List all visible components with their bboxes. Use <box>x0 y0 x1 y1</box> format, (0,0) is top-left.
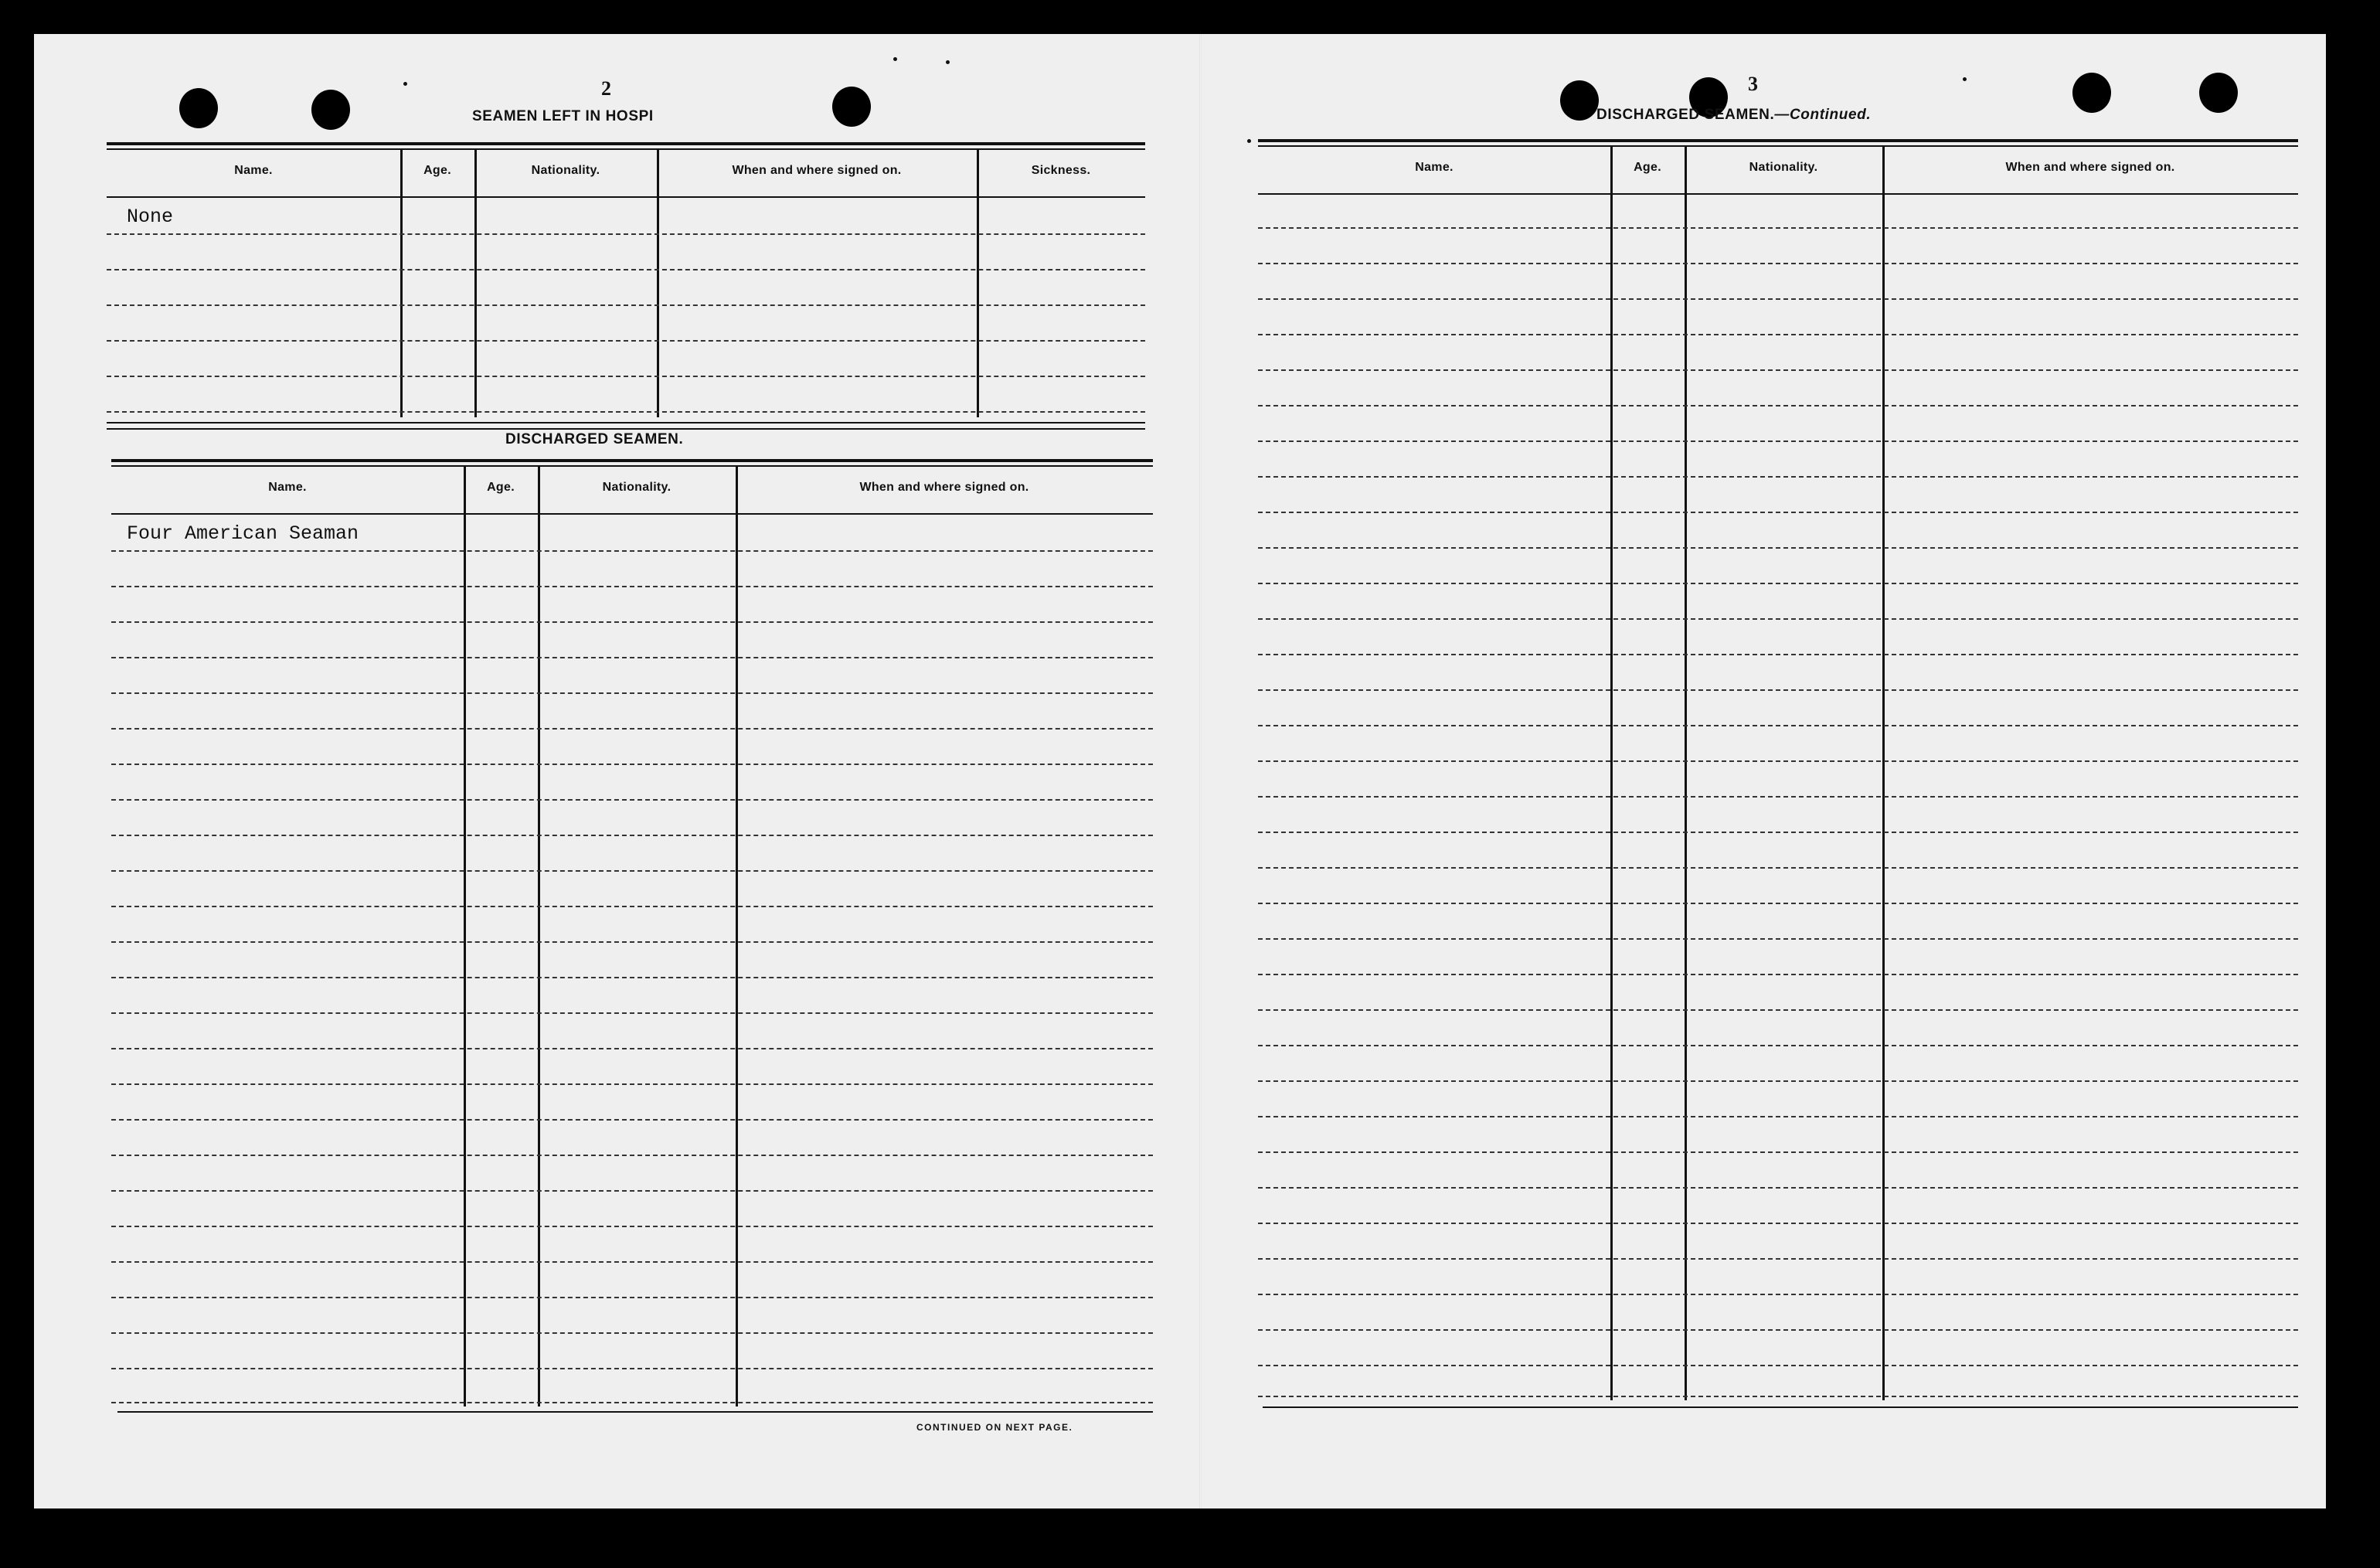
entry-line <box>1258 405 2298 406</box>
col-header-nationality: Nationality. <box>1749 161 1818 174</box>
ink-speck <box>893 57 897 61</box>
entry-line <box>1258 440 2298 442</box>
discharged-table-right <box>1258 139 2298 1453</box>
entry-line <box>1258 618 2298 620</box>
entry-line <box>1258 938 2298 940</box>
column-divider <box>400 150 403 417</box>
column-divider <box>474 150 477 417</box>
entry-line <box>111 1402 1153 1403</box>
ink-speck <box>946 60 950 64</box>
entry-line <box>111 1261 1153 1263</box>
entry-line <box>111 1332 1153 1334</box>
discharged-entry-name: Four American Seaman <box>127 522 359 545</box>
entry-line <box>111 621 1153 623</box>
entry-line <box>1258 298 2298 300</box>
col-header-nationality: Nationality. <box>602 481 672 494</box>
entry-line <box>111 586 1153 587</box>
table-header-rule <box>111 513 1153 515</box>
col-header-signed-on: When and where signed on. <box>2005 161 2175 174</box>
discharged-title-main: DISCHARGED SEAMEN. <box>1596 107 1775 123</box>
page-number-right: 3 <box>1748 73 1758 95</box>
entry-line <box>1258 760 2298 762</box>
entry-line <box>1258 547 2298 549</box>
entry-line <box>111 977 1153 978</box>
discharged-continued-title <box>1596 107 1871 124</box>
entry-line <box>1258 1258 2298 1260</box>
table-top-rule <box>1258 145 2298 147</box>
table-bottom-rule <box>107 428 1145 430</box>
entry-line <box>1258 1329 2298 1331</box>
table-top-rule <box>111 465 1153 467</box>
punch-hole <box>311 90 350 130</box>
col-header-name: Name. <box>268 481 307 494</box>
entry-line <box>1258 1045 2298 1046</box>
entry-line <box>1258 654 2298 655</box>
punch-hole <box>2199 73 2238 113</box>
ink-speck <box>403 82 407 86</box>
punch-hole <box>832 87 871 127</box>
col-header-age: Age. <box>1634 161 1661 174</box>
column-divider <box>538 467 540 1406</box>
col-header-age: Age. <box>487 481 515 494</box>
entry-line <box>107 269 1145 270</box>
table-bottom-rule <box>117 1411 1153 1413</box>
table-top-rule <box>111 459 1153 462</box>
punch-hole <box>179 88 218 128</box>
hospital-table <box>107 142 1145 456</box>
entry-line <box>111 657 1153 658</box>
hospital-entry-name: None <box>127 206 174 228</box>
entry-line <box>111 764 1153 765</box>
entry-line <box>1258 867 2298 869</box>
entry-line <box>1258 903 2298 904</box>
entry-line <box>111 1012 1153 1014</box>
discharged-section-title: DISCHARGED SEAMEN. <box>505 431 684 447</box>
table-top-rule <box>107 142 1145 145</box>
entry-line <box>111 1190 1153 1192</box>
entry-line <box>1258 1223 2298 1224</box>
entry-line <box>1258 227 2298 229</box>
table-bottom-rule <box>107 422 1145 423</box>
entry-line <box>1258 334 2298 335</box>
entry-line <box>111 1048 1153 1049</box>
page-fold <box>1199 34 1202 1508</box>
entry-line <box>111 728 1153 730</box>
column-divider <box>657 150 659 417</box>
continued-note: CONTINUED ON NEXT PAGE. <box>916 1422 1073 1433</box>
ink-speck <box>1247 139 1251 143</box>
entry-line <box>1258 512 2298 513</box>
entry-line <box>1258 725 2298 726</box>
entry-line <box>1258 1294 2298 1295</box>
entry-line <box>1258 1396 2298 1397</box>
entry-line <box>1258 583 2298 584</box>
page-number-left: 2 <box>601 77 611 100</box>
ink-speck <box>1963 77 1967 81</box>
entry-line <box>1258 689 2298 691</box>
entry-line <box>1258 1009 2298 1011</box>
entry-line <box>107 411 1145 413</box>
col-header-signed-on: When and where signed on. <box>859 481 1029 494</box>
table-top-rule <box>107 148 1145 150</box>
table-header-rule <box>107 196 1145 198</box>
entry-line <box>111 799 1153 801</box>
entry-line <box>1258 369 2298 371</box>
column-divider <box>464 467 466 1406</box>
entry-line <box>1258 974 2298 975</box>
entry-line <box>1258 1151 2298 1153</box>
column-divider <box>736 467 738 1406</box>
punch-hole <box>2072 73 2111 113</box>
col-header-signed-on: When and where signed on. <box>732 164 902 177</box>
discharged-table-left <box>111 459 1153 1464</box>
table-bottom-rule <box>1263 1406 2298 1408</box>
entry-line <box>111 941 1153 943</box>
punch-hole <box>1560 80 1599 121</box>
entry-line <box>111 550 1153 552</box>
entry-line <box>111 1368 1153 1369</box>
col-header-nationality: Nationality. <box>531 164 600 177</box>
entry-line <box>107 340 1145 342</box>
entry-line <box>107 304 1145 306</box>
entry-line <box>1258 476 2298 478</box>
table-top-rule <box>1258 139 2298 142</box>
entry-line <box>1258 1187 2298 1189</box>
entry-line <box>111 835 1153 836</box>
entry-line <box>1258 1116 2298 1117</box>
entry-line <box>1258 832 2298 833</box>
entry-line <box>111 870 1153 872</box>
entry-line <box>111 692 1153 694</box>
document-sheet <box>34 34 2326 1508</box>
entry-line <box>111 1297 1153 1298</box>
entry-line <box>107 376 1145 377</box>
col-header-name: Name. <box>234 164 273 177</box>
entry-line <box>107 233 1145 235</box>
entry-line <box>111 906 1153 907</box>
entry-line <box>1258 1080 2298 1082</box>
entry-line <box>1258 796 2298 798</box>
entry-line <box>111 1155 1153 1156</box>
table-header-rule <box>1258 193 2298 195</box>
discharged-title-suffix: —Continued. <box>1774 107 1872 123</box>
col-header-name: Name. <box>1415 161 1454 174</box>
col-header-age: Age. <box>423 164 451 177</box>
col-header-sickness: Sickness. <box>1031 164 1091 177</box>
entry-line <box>1258 263 2298 264</box>
entry-line <box>111 1226 1153 1227</box>
entry-line <box>111 1119 1153 1121</box>
column-divider <box>977 150 979 417</box>
entry-line <box>1258 1365 2298 1366</box>
entry-line <box>111 1083 1153 1085</box>
hospital-section-title: SEAMEN LEFT IN HOSPI <box>472 108 654 124</box>
